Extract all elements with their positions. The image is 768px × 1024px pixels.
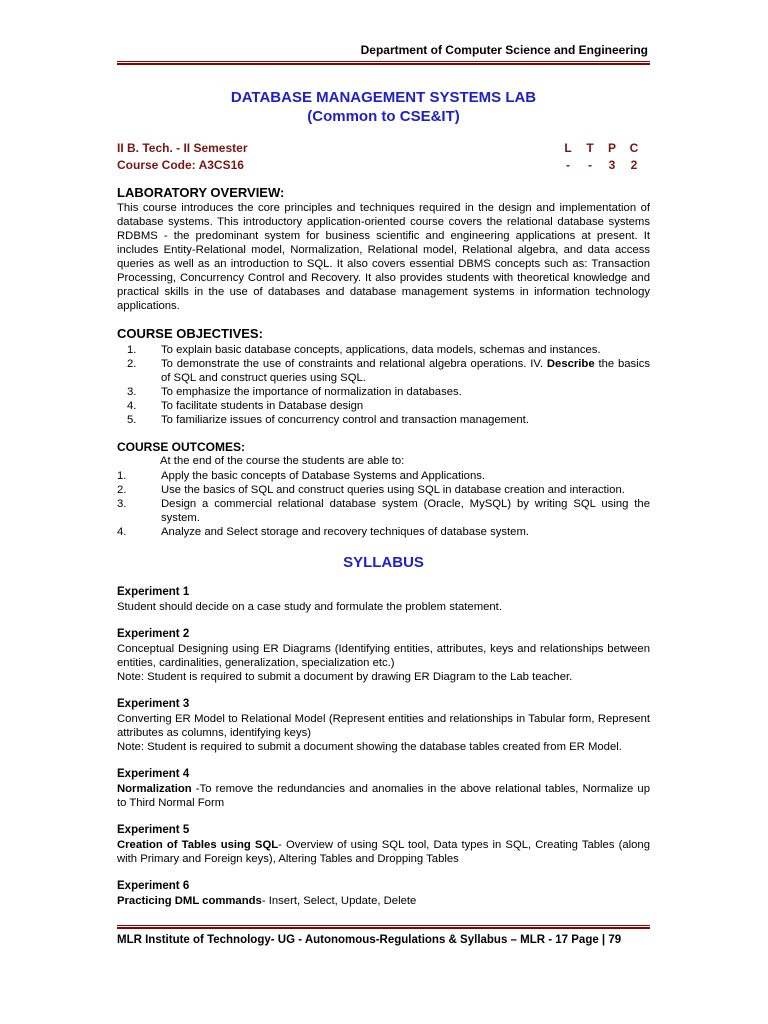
outcome-item: 3. Design a commercial relational database system (Oracle, MySQL) by writing SQL using the system. <box>117 498 650 524</box>
course-title: DATABASE MANAGEMENT SYSTEMS LAB <box>230 89 537 106</box>
page-footer: MLR Institute of Technology- UG - Autonomous-Regulations & Syllabus – MLR - 17 Page | 79 <box>117 934 622 946</box>
objective-item: 5. To familiarize issues of concurrency control and transaction management. <box>127 414 529 426</box>
objective-item: 3. To emphasize the importance of normalization in databases. <box>127 386 462 398</box>
outcomes-heading: COURSE OUTCOMES: <box>117 440 246 454</box>
objective-item: 1. To explain basic database concepts, applications, data models, schemas and instances. <box>127 344 601 356</box>
overview-text: This course introduces the core principles and techniques required in the design and implementation of database systems. This introductory application-oriented course covers the relational database systems RDBMS - the predominant system for business scientific and engineering applications at present. It includes Entity-Relational model, Normalization, Relational model, Relational algebra, and data access queries as well as an introduction to SQL. It also covers essential DBMS concepts such as: Transaction Processing, Concurrency Control and Recovery. It also provides students with theoretical knowledge and practical skills in the use of databases and database management systems in information technology applications. <box>117 202 650 312</box>
experiment-3-body: Converting ER Model to Relational Model (Represent entities and relationships in Tabular form, Represent attributes as columns, identifying keys) <box>117 713 650 739</box>
outcome-item: 4. Analyze and Select storage and recovery techniques of database system. <box>117 526 529 538</box>
overview-heading: LABORATORY OVERVIEW: <box>117 185 285 200</box>
header-rule <box>117 61 650 65</box>
ltpc-values <box>557 158 645 172</box>
experiment-1-body: Student should decide on a case study and formulate the problem statement. <box>117 601 502 613</box>
experiment-2-body: Conceptual Designing using ER Diagrams (Identifying entities, attributes, keys and relationships between entities, cardinalities, generalization, specialization etc.) <box>117 643 650 669</box>
experiment-3-title: Experiment 3 <box>117 698 190 710</box>
objectives-heading: COURSE OBJECTIVES: <box>117 326 263 341</box>
experiment-4-title: Experiment 4 <box>117 768 190 780</box>
outcomes-list <box>117 469 650 539</box>
ltpc-value-p: 3 <box>608 158 616 172</box>
ltpc-header-c: C <box>629 141 639 155</box>
outcome-item: 1. Apply the basic concepts of Database Systems and Applications. <box>117 470 486 482</box>
ltpc-header-l: L <box>564 141 572 155</box>
footer-rule <box>117 925 650 929</box>
experiment-1-title: Experiment 1 <box>117 586 190 598</box>
experiment-5-body: Creation of Tables using SQL- Overview of using SQL tool, Data types in SQL, Creating Tables (along with Primary and Foreign keys), Altering Tables and Dropping Tables <box>117 839 650 865</box>
semester-label: II B. Tech. - II Semester <box>117 141 248 155</box>
objective-item: 2. To demonstrate the use of constraints and relational algebra operations. IV. Describe the basics of SQL and construct queries using SQL. <box>127 358 650 384</box>
objective-item: 4. To facilitate students in Database design <box>127 400 364 412</box>
outcomes-intro: At the end of the course the students are able to: <box>160 455 405 467</box>
ltpc-header-p: P <box>607 141 616 155</box>
outcome-item: 2. Use the basics of SQL and construct queries using SQL in database creation and interaction. <box>117 484 625 496</box>
ltpc-value-c: 2 <box>630 158 638 172</box>
department-header: Department of Computer Science and Engineering <box>360 43 648 57</box>
syllabus-heading: SYLLABUS <box>343 554 424 571</box>
ltpc-headers <box>557 141 645 155</box>
experiment-6-title: Experiment 6 <box>117 880 190 892</box>
ltpc-value-t: - <box>588 158 592 172</box>
course-code-label: Course Code: A3CS16 <box>117 158 244 172</box>
objectives-list <box>117 343 650 427</box>
experiment-6-body: Practicing DML commands- Insert, Select, Update, Delete <box>117 895 417 907</box>
ltpc-header-t: T <box>586 141 594 155</box>
experiment-2-title: Experiment 2 <box>117 628 190 640</box>
course-subtitle: (Common to CSE&IT) <box>307 108 460 125</box>
experiment-3-note: Note: Student is required to submit a document showing the database tables created from ER Model. <box>117 741 622 753</box>
experiment-2-note: Note: Student is required to submit a document by drawing ER Diagram to the Lab teacher. <box>117 671 573 683</box>
experiment-5-title: Experiment 5 <box>117 824 190 836</box>
ltpc-value-l: - <box>566 158 570 172</box>
experiment-4-body: Normalization -To remove the redundancies and anomalies in the above relational tables, Normalize up to Third Normal Form <box>117 783 650 809</box>
